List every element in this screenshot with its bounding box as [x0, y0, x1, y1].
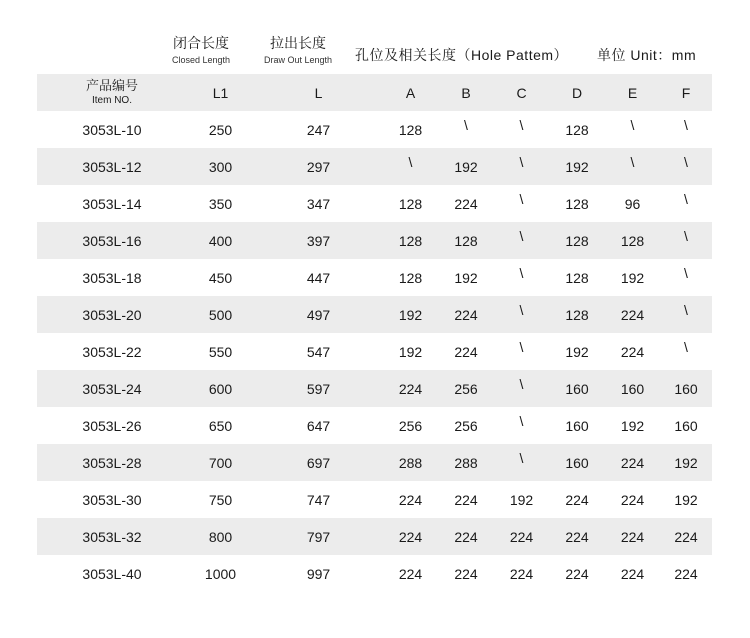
cell-d: 160	[565, 417, 589, 434]
table-row	[37, 148, 712, 185]
cell-l1: 650	[208, 417, 233, 434]
cell-item-no: 3053L-14	[82, 195, 142, 212]
table-row	[37, 444, 712, 481]
cell-b: 224	[454, 195, 478, 212]
cell-e: 192	[620, 269, 645, 286]
cell-f	[660, 259, 712, 296]
not-applicable-mark: \	[684, 153, 688, 170]
not-applicable-mark: \	[519, 153, 524, 170]
cell-f: 224	[660, 518, 712, 555]
cell-d: 160	[549, 444, 605, 481]
cell-f	[660, 148, 712, 185]
not-applicable-mark: \	[519, 301, 524, 318]
cell-b: 256	[438, 370, 494, 407]
not-applicable-mark: \	[408, 153, 413, 170]
cell-e: 224	[605, 518, 660, 555]
cell-l: 247	[306, 121, 331, 138]
table-title-area	[0, 0, 750, 72]
cell-l: 397	[254, 222, 383, 259]
cell-b: 224	[454, 491, 478, 508]
cell-e: 160	[605, 370, 660, 407]
cell-a: 128	[398, 195, 423, 212]
cell-l1: 500	[187, 296, 254, 333]
cell-d: 224	[565, 565, 589, 582]
cell-e: 224	[620, 343, 645, 360]
cell-l1: 250	[208, 121, 233, 138]
not-applicable-mark: \	[519, 412, 524, 429]
table-row	[37, 296, 712, 333]
cell-a: 224	[383, 518, 438, 555]
cell-l: 347	[306, 195, 331, 212]
not-applicable-mark: \	[519, 227, 524, 244]
cell-c	[494, 148, 549, 185]
cell-a: 192	[398, 343, 423, 360]
cell-item-no: 3053L-10	[82, 121, 142, 138]
cell-l: 697	[254, 444, 383, 481]
cell-c: 192	[509, 491, 534, 508]
cell-c	[494, 185, 549, 222]
col-header-l: L	[254, 74, 383, 111]
not-applicable-mark: \	[519, 264, 524, 281]
cell-e: 192	[620, 417, 645, 434]
cell-d: 160	[549, 370, 605, 407]
cell-item-no: 3053L-28	[37, 444, 187, 481]
draw-out-length-en: Draw Out Length	[263, 55, 333, 65]
cell-d: 128	[549, 296, 605, 333]
cell-f	[660, 185, 712, 222]
cell-d: 192	[549, 148, 605, 185]
table-row	[37, 333, 712, 370]
cell-a: 128	[398, 269, 423, 286]
cell-d: 128	[549, 222, 605, 259]
cell-c	[494, 333, 549, 370]
not-applicable-mark: \	[684, 190, 688, 207]
closed-length-en: Closed Length	[171, 55, 231, 65]
not-applicable-mark: \	[519, 190, 524, 207]
cell-b: 128	[438, 222, 494, 259]
cell-l: 997	[306, 565, 331, 582]
table-row	[37, 481, 712, 518]
col-header-l1: L1	[187, 74, 254, 111]
cell-c: 224	[509, 565, 534, 582]
table-row	[37, 518, 712, 555]
cell-a: 192	[383, 296, 438, 333]
cell-c	[494, 222, 549, 259]
spec-table	[37, 74, 712, 592]
cell-l1: 750	[208, 491, 233, 508]
cell-a: 288	[383, 444, 438, 481]
cell-l: 647	[306, 417, 331, 434]
cell-item-no: 3053L-22	[82, 343, 142, 360]
not-applicable-mark: \	[684, 227, 688, 244]
cell-l1: 400	[187, 222, 254, 259]
cell-e	[605, 111, 660, 148]
col-header-a: A	[383, 74, 438, 111]
table-row	[37, 370, 712, 407]
cell-e: 224	[605, 444, 660, 481]
cell-b: 224	[438, 518, 494, 555]
cell-f: 192	[660, 444, 712, 481]
cell-a: 256	[398, 417, 423, 434]
cell-item-no: 3053L-12	[37, 148, 187, 185]
cell-l1: 1000	[204, 565, 237, 582]
cell-a: 224	[398, 565, 423, 582]
cell-l1: 300	[187, 148, 254, 185]
cell-a: 128	[398, 121, 423, 138]
cell-e: 224	[620, 565, 645, 582]
cell-item-no: 3053L-26	[82, 417, 142, 434]
cell-a: 224	[383, 370, 438, 407]
cell-f: 160	[660, 370, 712, 407]
item-no-header	[37, 74, 187, 111]
cell-d: 224	[549, 518, 605, 555]
cell-f: 160	[674, 417, 698, 434]
cell-e: 224	[605, 296, 660, 333]
cell-c	[494, 259, 549, 296]
cell-a	[383, 148, 438, 185]
cell-l: 797	[254, 518, 383, 555]
col-header-b: B	[438, 74, 494, 111]
table-row	[37, 407, 712, 444]
cell-l: 597	[254, 370, 383, 407]
table-row	[37, 111, 712, 148]
cell-b: 224	[438, 296, 494, 333]
cell-a: 224	[398, 491, 423, 508]
cell-d: 128	[565, 269, 589, 286]
cell-b: 192	[454, 269, 478, 286]
cell-b: 256	[454, 417, 478, 434]
cell-item-no: 3053L-20	[37, 296, 187, 333]
col-header-f: F	[660, 74, 712, 111]
cell-item-no: 3053L-30	[82, 491, 142, 508]
not-applicable-mark: \	[684, 116, 688, 133]
cell-l: 497	[254, 296, 383, 333]
cell-c	[494, 370, 549, 407]
cell-b: 192	[438, 148, 494, 185]
cell-b: 224	[454, 565, 478, 582]
cell-f	[660, 333, 712, 370]
cell-item-no: 3053L-32	[37, 518, 187, 555]
cell-f	[660, 296, 712, 333]
not-applicable-mark: \	[464, 116, 468, 133]
cell-f	[660, 222, 712, 259]
cell-e: 96	[624, 195, 641, 212]
table-row	[37, 555, 712, 592]
cell-l: 747	[306, 491, 331, 508]
cell-e: 224	[620, 491, 645, 508]
cell-c	[494, 111, 549, 148]
cell-l1: 800	[187, 518, 254, 555]
cell-item-no: 3053L-24	[37, 370, 187, 407]
not-applicable-mark: \	[684, 264, 688, 281]
cell-e: 128	[605, 222, 660, 259]
cell-c: 224	[494, 518, 549, 555]
cell-b	[438, 111, 494, 148]
cell-item-no: 3053L-40	[82, 565, 142, 582]
cell-l1: 550	[208, 343, 233, 360]
cell-l1: 700	[187, 444, 254, 481]
table-row	[37, 259, 712, 296]
column-header-row	[37, 74, 712, 111]
table-row	[37, 222, 712, 259]
cell-d: 224	[565, 491, 589, 508]
cell-item-no: 3053L-18	[82, 269, 142, 286]
closed-length-header	[165, 34, 237, 66]
cell-item-no: 3053L-16	[37, 222, 187, 259]
table-row	[37, 185, 712, 222]
not-applicable-mark: \	[684, 301, 688, 318]
cell-l: 447	[306, 269, 331, 286]
not-applicable-mark: \	[684, 338, 688, 355]
cell-d: 192	[565, 343, 589, 360]
hole-pattern-header: 孔位及相关长度（Hole Pattem）	[355, 47, 569, 63]
not-applicable-mark: \	[630, 116, 635, 133]
cell-l1: 450	[208, 269, 233, 286]
unit-label: 单位 Unit：mm	[597, 47, 697, 63]
cell-b: 224	[454, 343, 478, 360]
not-applicable-mark: \	[519, 338, 524, 355]
cell-a: 128	[383, 222, 438, 259]
col-header-e: E	[605, 74, 660, 111]
cell-l: 547	[306, 343, 331, 360]
item-no-cn: 产品编号	[85, 78, 138, 93]
cell-c	[494, 444, 549, 481]
col-header-c: C	[494, 74, 549, 111]
cell-f	[660, 111, 712, 148]
cell-e	[605, 148, 660, 185]
cell-c	[494, 296, 549, 333]
draw-out-length-header	[258, 34, 338, 66]
not-applicable-mark: \	[519, 375, 524, 392]
col-header-d: D	[549, 74, 605, 111]
cell-l1: 600	[187, 370, 254, 407]
cell-l: 297	[254, 148, 383, 185]
cell-l1: 350	[208, 195, 233, 212]
not-applicable-mark: \	[519, 116, 524, 133]
not-applicable-mark: \	[519, 449, 524, 466]
cell-c	[494, 407, 549, 444]
cell-d: 128	[565, 121, 589, 138]
item-no-en: Item NO.	[91, 95, 132, 106]
cell-b: 288	[438, 444, 494, 481]
draw-out-length-cn: 拉出长度	[270, 35, 326, 51]
not-applicable-mark: \	[630, 153, 635, 170]
closed-length-cn: 闭合长度	[173, 35, 229, 51]
cell-d: 128	[565, 195, 589, 212]
cell-f: 192	[674, 491, 698, 508]
cell-f: 224	[674, 565, 698, 582]
